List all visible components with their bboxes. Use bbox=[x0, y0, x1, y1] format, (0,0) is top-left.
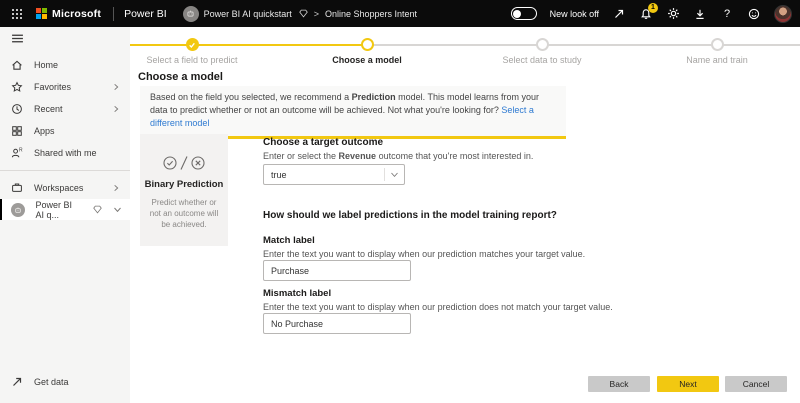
premium-gem-icon bbox=[93, 205, 102, 214]
target-desc-text: Enter or select the bbox=[263, 151, 339, 161]
notifications-icon[interactable] bbox=[639, 4, 655, 21]
target-outcome-dropdown[interactable] bbox=[263, 164, 405, 185]
microsoft-wordmark: Microsoft bbox=[52, 7, 102, 20]
wizard-content bbox=[130, 27, 800, 403]
model-card-title: Binary Prediction bbox=[144, 179, 224, 190]
settings-gear-icon[interactable] bbox=[666, 7, 680, 21]
microsoft-logo[interactable] bbox=[36, 8, 101, 20]
target-desc-text: outcome that you're most interested in. bbox=[376, 151, 534, 161]
sidebar-item-workspaces[interactable] bbox=[0, 177, 130, 199]
workspace-avatar[interactable] bbox=[183, 6, 199, 22]
step-label: Choose a model bbox=[332, 55, 402, 65]
sidebar-item-label: Workspaces bbox=[34, 183, 84, 193]
workspaces-icon bbox=[11, 182, 23, 194]
recommendation-model-name: Prediction bbox=[351, 92, 396, 102]
toggle-knob bbox=[513, 10, 521, 18]
help-icon[interactable]: ? bbox=[723, 7, 731, 20]
sidebar-item-label: Home bbox=[34, 60, 59, 70]
sidebar-item-label: Shared with me bbox=[34, 148, 97, 158]
step-choose-a-model[interactable] bbox=[282, 38, 452, 65]
top-bar bbox=[0, 0, 800, 27]
target-field-name: Revenue bbox=[338, 151, 377, 161]
breadcrumb bbox=[183, 6, 417, 22]
mismatch-label-heading: Mismatch label bbox=[263, 288, 332, 299]
wizard-stepper bbox=[130, 27, 800, 67]
breadcrumb-page[interactable]: Online Shoppers Intent bbox=[324, 8, 418, 19]
shared-person-icon bbox=[11, 147, 23, 159]
breadcrumb-workspace[interactable]: Power BI AI quickstart bbox=[203, 8, 292, 19]
back-button[interactable]: Back bbox=[588, 376, 650, 392]
topbar-actions bbox=[511, 5, 792, 23]
chevron-right-icon bbox=[112, 105, 120, 113]
sidebar-item-label: Recent bbox=[34, 104, 63, 114]
step-label: Select a field to predict bbox=[146, 55, 238, 65]
new-look-label: New look off bbox=[549, 8, 599, 19]
sidebar-item-label: Power BI AI q... bbox=[35, 199, 73, 220]
sidebar-item-favorites[interactable] bbox=[0, 76, 130, 98]
step-current-dot bbox=[361, 38, 374, 51]
step-dot bbox=[711, 38, 724, 51]
match-label-input[interactable] bbox=[263, 260, 411, 281]
recommendation-banner bbox=[140, 86, 566, 139]
step-label: Name and train bbox=[686, 55, 748, 65]
workspace-mini-avatar bbox=[11, 203, 25, 217]
binary-prediction-card[interactable] bbox=[140, 134, 228, 246]
sidebar-item-current-workspace[interactable] bbox=[0, 199, 130, 220]
microsoft-logo-icon bbox=[36, 8, 47, 19]
get-data-arrow-icon bbox=[11, 376, 23, 388]
sidebar-divider bbox=[0, 170, 130, 171]
mismatch-label-input[interactable] bbox=[263, 313, 411, 334]
user-avatar[interactable] bbox=[774, 5, 792, 23]
wizard-footer bbox=[130, 376, 800, 394]
select-different-model-link[interactable]: Select a different model bbox=[150, 105, 534, 129]
match-label-description: Enter the text you want to display when our prediction matches your target value. bbox=[263, 249, 586, 259]
next-button[interactable]: Next bbox=[657, 376, 719, 392]
waffle-menu-icon[interactable] bbox=[8, 5, 26, 23]
recommendation-text: model. This model learns from your data to predict whether or not an outcome will be achieved. Not what you're looking for? bbox=[150, 92, 540, 116]
sidebar-item-shared-with-me[interactable] bbox=[0, 142, 130, 164]
star-icon bbox=[11, 81, 23, 93]
download-icon[interactable] bbox=[693, 7, 707, 21]
step-select-data[interactable] bbox=[457, 38, 627, 65]
sidebar-item-label: Apps bbox=[34, 126, 55, 136]
label-predictions-heading: How should we label predictions in the model training report? bbox=[263, 210, 557, 221]
mismatch-label-description: Enter the text you want to display when our prediction does not match your target value. bbox=[263, 302, 613, 312]
step-check-icon bbox=[186, 38, 199, 51]
target-outcome-heading: Choose a target outcome bbox=[263, 137, 384, 148]
step-label: Select data to study bbox=[502, 55, 582, 65]
premium-gem-icon bbox=[299, 9, 308, 18]
fullscreen-icon[interactable] bbox=[612, 7, 626, 21]
binary-prediction-icon bbox=[162, 155, 206, 171]
model-card-description: Predict whether or not an outcome will be achieved. bbox=[149, 198, 219, 230]
step-select-a-field[interactable] bbox=[107, 38, 277, 65]
home-icon bbox=[11, 59, 23, 71]
product-name: Power BI bbox=[124, 7, 167, 20]
chevron-right-icon bbox=[112, 83, 120, 91]
chevron-down-icon[interactable] bbox=[113, 205, 122, 214]
page-title: Choose a model bbox=[138, 71, 223, 83]
sidebar-item-label: Favorites bbox=[34, 82, 72, 92]
breadcrumb-separator: > bbox=[313, 8, 319, 19]
new-look-toggle[interactable] bbox=[511, 7, 537, 20]
get-data-button[interactable] bbox=[0, 371, 130, 393]
apps-grid-icon bbox=[11, 125, 23, 137]
match-label-heading: Match label bbox=[263, 235, 315, 246]
svg-text:R: R bbox=[19, 147, 23, 154]
clock-icon bbox=[11, 103, 23, 115]
feedback-smiley-icon[interactable] bbox=[747, 7, 761, 21]
dropdown-selected-value: true bbox=[271, 169, 287, 180]
notification-badge: 1 bbox=[648, 3, 658, 13]
nav-sidebar bbox=[0, 27, 130, 403]
chevron-right-icon bbox=[112, 184, 120, 192]
recommendation-text: Based on the field you selected, we recommend a bbox=[150, 92, 352, 102]
step-dot bbox=[536, 38, 549, 51]
sidebar-item-recent[interactable] bbox=[0, 98, 130, 120]
get-data-label: Get data bbox=[34, 377, 69, 387]
chevron-down-icon bbox=[384, 168, 404, 181]
step-name-and-train[interactable] bbox=[632, 38, 800, 65]
sidebar-item-apps[interactable] bbox=[0, 120, 130, 142]
target-outcome-description bbox=[263, 151, 533, 161]
cancel-button[interactable]: Cancel bbox=[725, 376, 787, 392]
topbar-divider bbox=[113, 7, 114, 21]
